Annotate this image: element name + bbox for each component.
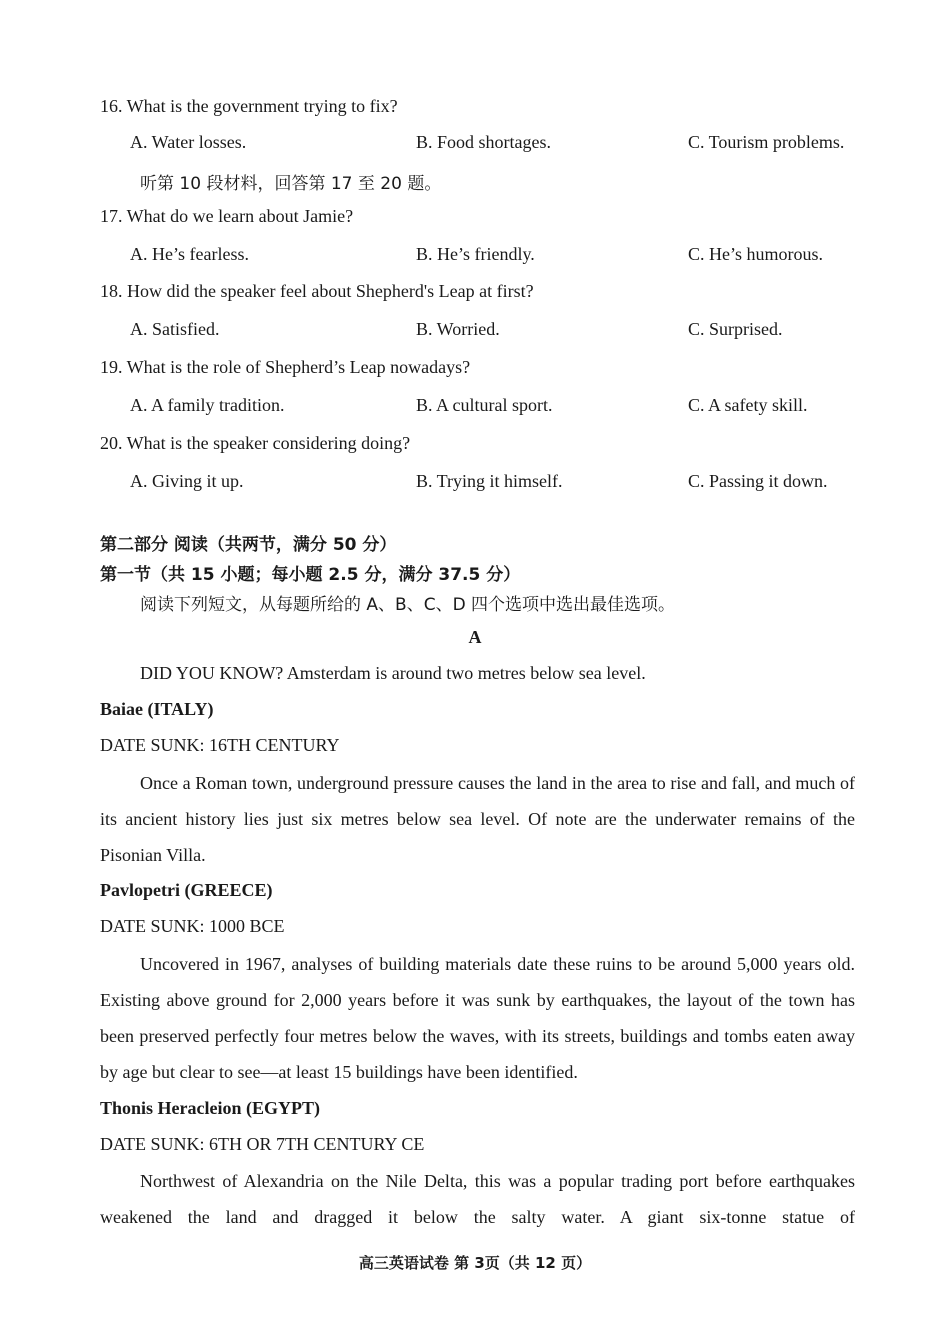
site-date: DATE SUNK: 6TH OR 7TH CENTURY CE	[100, 1134, 425, 1154]
section-heading: 第一节（共 15 小题；每小题 2.5 分，满分 37.5 分）	[100, 565, 521, 585]
page-footer: 高三英语试卷 第 3页（共 12 页）	[358, 1254, 592, 1272]
q18-option-a: A. Satisfied.	[130, 319, 220, 339]
q17-option-b: B. He’s friendly.	[416, 244, 535, 264]
question-18: 18. How did the speaker feel about Shepherd's Leap at first?	[100, 281, 534, 301]
question-16: 16. What is the government trying to fix?	[100, 96, 398, 116]
q17-option-a: A. He’s fearless.	[130, 244, 249, 264]
question-20: 20. What is the speaker considering doing?	[100, 433, 411, 453]
q16-option-b: B. Food shortages.	[416, 132, 551, 152]
passage-intro: DID YOU KNOW? Amsterdam is around two metres below sea level.	[140, 663, 646, 683]
q19-option-a: A. A family tradition.	[130, 395, 285, 415]
q16-option-a: A. Water losses.	[130, 132, 247, 152]
site-description: Northwest of Alexandria on the Nile Delta, this was a popular trading port before earthquakes weakened the land and dragged it below the salty water. A giant six-tonne statue of	[100, 1171, 855, 1227]
listening-instruction: 听第 10 段材料，回答第 17 至 20 题。	[140, 174, 442, 194]
site-description: Uncovered in 1967, analyses of building materials date these ruins to be around 5,000 years old. Existing above ground for 2,000 years before it was sunk by earthquakes, the layout of the town has been preserved perfectly four metres below the waves, with its streets, buildings and tombs eaten away by age but clear to see—at least 15 buildings have been identified.	[100, 954, 855, 1082]
q18-option-c: C. Surprised.	[688, 319, 783, 339]
reading-instruction: 阅读下列短文，从每题所给的 A、B、C、D 四个选项中选出最佳选项。	[140, 595, 676, 615]
q19-option-c: C. A safety skill.	[688, 395, 808, 415]
site-name: Thonis Heracleion (EGYPT)	[100, 1098, 320, 1118]
part-heading: 第二部分 阅读（共两节，满分 50 分）	[100, 535, 397, 555]
q17-option-c: C. He’s humorous.	[688, 244, 823, 264]
q19-option-b: B. A cultural sport.	[416, 395, 553, 415]
site-date: DATE SUNK: 16TH CENTURY	[100, 735, 340, 755]
passage-label: A	[468, 627, 482, 647]
site-name: Baiae (ITALY)	[100, 699, 214, 719]
q18-option-b: B. Worried.	[416, 319, 500, 339]
q16-option-c: C. Tourism problems.	[688, 132, 845, 152]
question-19: 19. What is the role of Shepherd’s Leap nowadays?	[100, 357, 471, 377]
q20-option-a: A. Giving it up.	[130, 471, 244, 491]
site-name: Pavlopetri (GREECE)	[100, 880, 273, 900]
site-description: Once a Roman town, underground pressure causes the land in the area to rise and fall, and much of its ancient history lies just six metres below sea level. Of note are the underwater remains of the Pisonian Villa.	[100, 773, 855, 865]
q20-option-b: B. Trying it himself.	[416, 471, 563, 491]
site-date: DATE SUNK: 1000 BCE	[100, 916, 285, 936]
q20-option-c: C. Passing it down.	[688, 471, 828, 491]
question-17: 17. What do we learn about Jamie?	[100, 206, 354, 226]
